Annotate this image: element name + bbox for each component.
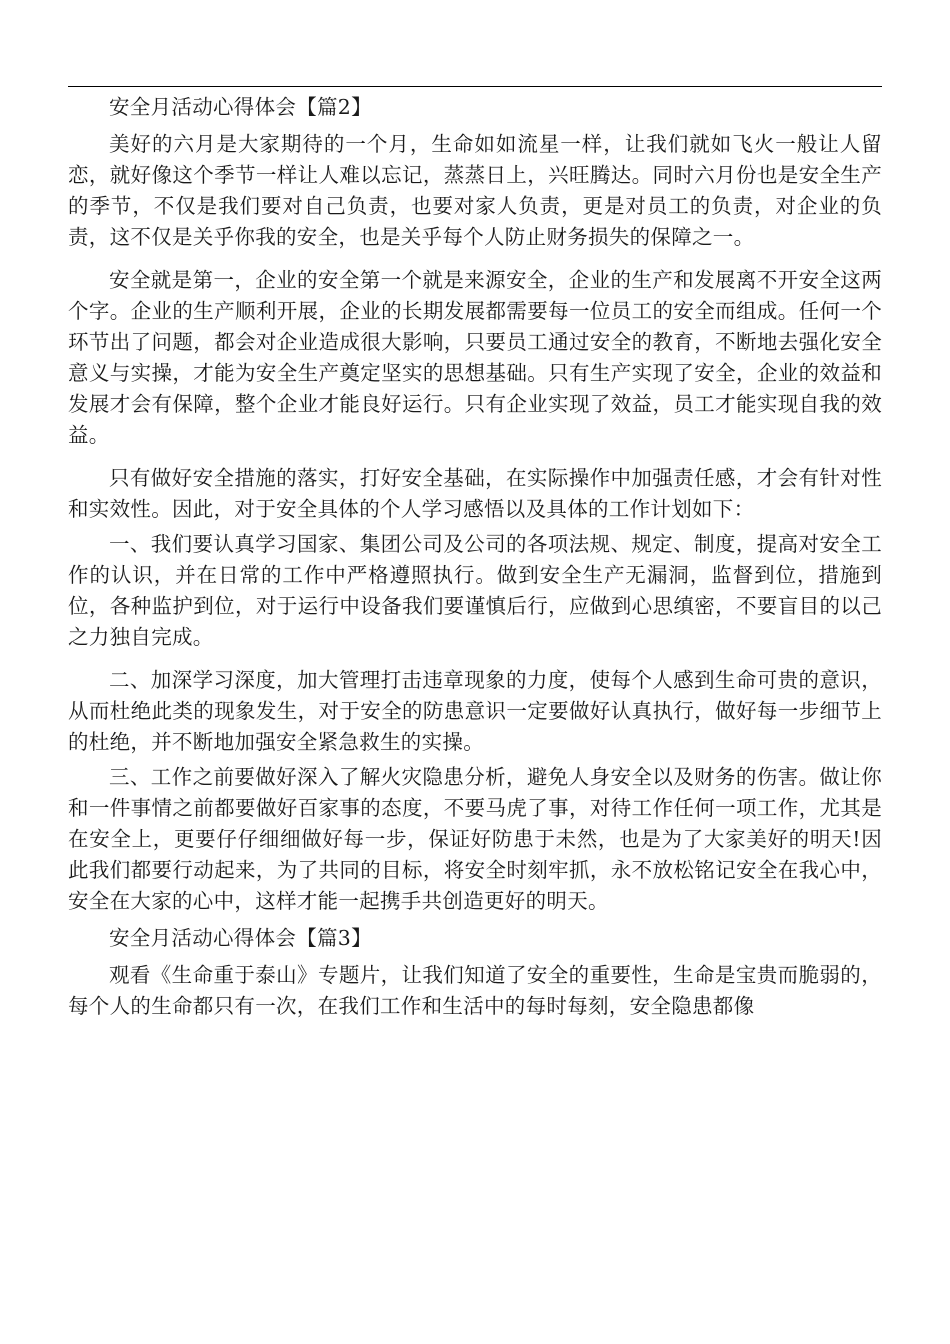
section-heading-2: 安全月活动心得体会【篇2】	[109, 95, 372, 119]
paragraph-2-1: 美好的六月是大家期待的一个月，生命如如流星一样，让我们就如飞火一般让人留恋，就好像这个季节一样让人难以忘记，蒸蒸日上，兴旺腾达。同时六月份也是安全生产的季节，不仅是我们要对自己负责，也要对家人负责，更是对员工的负责，对企业的负责，这不仅是关乎你我的安全，也是关乎每个人防止财务损失的保障之一。	[68, 132, 882, 249]
paragraph-2-2: 安全就是第一，企业的安全第一个就是来源安全，企业的生产和发展离不开安全这两个字。企业的生产顺利开展，企业的长期发展都需要每一位员工的安全而组成。任何一个环节出了问题，都会对企业造成很大影响，只要员工通过安全的教育，不断地去强化安全意义与实操，才能为安全生产奠定坚实的思想基础。只有生产实现了安全，企业的效益和发展才会有保障，整个企业才能良好运行。只有企业实现了效益，员工才能实现自我的效益。	[68, 268, 882, 447]
paragraph-2-3: 只有做好安全措施的落实，打好安全基础，在实际操作中加强责任感，才会有针对性和实效性。因此，对于安全具体的个人学习感悟以及具体的工作计划如下：	[68, 466, 882, 521]
header-rule	[68, 86, 882, 87]
document-body	[68, 92, 882, 1034]
section-heading-3: 安全月活动心得体会【篇3】	[109, 926, 372, 950]
paragraph-3-1: 观看《生命重于泰山》专题片，让我们知道了安全的重要性，生命是宝贵而脆弱的，每个人的生命都只有一次，在我们工作和生活中的每时每刻，安全隐患都像	[68, 963, 882, 1018]
paragraph-2-4: 一、我们要认真学习国家、集团公司及公司的各项法规、规定、制度，提高对安全工作的认识，并在日常的工作中严格遵照执行。做到安全生产无漏洞，监督到位，措施到位，各种监护到位，对于运行中设备我们要谨慎后行，应做到心思缜密，不要盲目的以己之力独自完成。	[68, 532, 882, 649]
paragraph-2-6: 三、工作之前要做好深入了解火灾隐患分析，避免人身安全以及财务的伤害。做让你和一件事情之前都要做好百家事的态度，不要马虎了事，对待工作任何一项工作，尤其是在安全上，更要仔仔细细做好每一步，保证好防患于未然，也是为了大家美好的明天!因此我们都要行动起来，为了共同的目标，将安全时刻牢抓，永不放松铭记安全在我心中，安全在大家的心中，这样才能一起携手共创造更好的明天。	[68, 765, 882, 913]
paragraph-2-5: 二、加深学习深度，加大管理打击违章现象的力度，使每个人感到生命可贵的意识，从而杜绝此类的现象发生，对于安全的防患意识一定要做好认真执行，做好每一步细节上的杜绝，并不断地加强安全紧急救生的实操。	[68, 668, 882, 754]
